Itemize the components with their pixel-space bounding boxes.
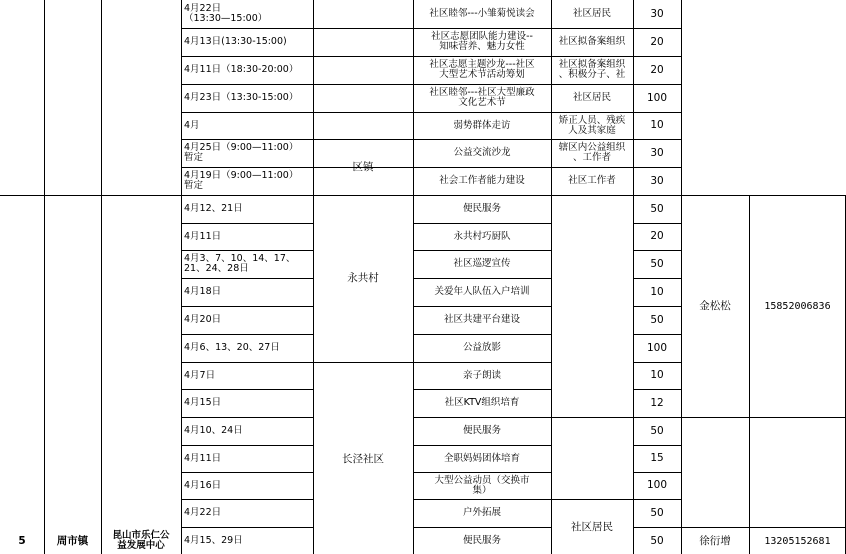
row-date: 4月12、21日 (184, 203, 243, 214)
row-activity: 社会工作者能力建设 (439, 175, 525, 186)
row-date: 4月7日 (184, 369, 216, 381)
row-count: 50 (650, 202, 664, 215)
contact-phone-1: 15852006836 (764, 300, 831, 312)
row-date: 4月10、24日 (184, 425, 243, 436)
row-target: 辖区内公益组织 、工作者 (558, 142, 626, 163)
row-date: 4月16日 (184, 479, 222, 491)
row-count: 50 (650, 313, 664, 326)
row-count: 100 (646, 91, 668, 104)
row-activity: 社区巡逻宣传 (453, 258, 511, 269)
row-date: 4月11日 (184, 452, 222, 464)
row-count: 100 (646, 341, 668, 354)
row-activity: 亲子朗读 (462, 369, 501, 381)
row-date: 4月25日（9:00—11:00） 暂定 (184, 142, 299, 163)
row-count: 30 (650, 174, 664, 187)
row-target: 矫正人员、残疾 人及其家庭 (558, 114, 626, 136)
place-changjing: 长泾社区 (342, 452, 384, 465)
row-count: 30 (650, 7, 664, 20)
row-count: 15 (650, 452, 664, 464)
row-target: 社区居民 (572, 8, 611, 19)
row-activity: 社区睦邻---小雏菊悦读会 (429, 8, 535, 19)
row-activity: 公益交流沙龙 (453, 147, 511, 158)
row-activity: 社区睦邻---社区大型廉政 文化艺术节 (429, 87, 535, 108)
row-count: 20 (650, 63, 664, 76)
grid-line (681, 417, 846, 418)
row-activity: 弱势群体走访 (453, 119, 511, 131)
place-qu-zhen: 区镇 (352, 160, 374, 173)
row-activity: 便民服务 (462, 425, 501, 436)
row-count: 20 (650, 35, 664, 48)
row-count: 10 (650, 369, 664, 381)
row-activity: 社区志愿主题沙龙---社区 大型艺术节活动筹划 (429, 59, 535, 80)
row-date: 4月19日（9:00—11:00） 暂定 (184, 170, 299, 191)
row-activity: 全职妈妈团体培育 (443, 452, 520, 464)
town-name: 周市镇 (56, 534, 89, 547)
row-count: 10 (650, 119, 664, 131)
row-activity: 便民服务 (462, 535, 501, 546)
contact-name-2: 徐衍增 (699, 534, 731, 547)
row-date: 4月11日 (184, 230, 222, 242)
row-activity: 社区共建平台建设 (443, 314, 520, 325)
row-date: 4月23日（13:30-15:00） (184, 92, 299, 103)
row-date: 4月6、13、20、27日 (184, 342, 280, 353)
row-date: 4月 (184, 119, 200, 131)
row-activity: 大型公益动员（交换市 集） (434, 474, 530, 496)
contact-name-1: 金松松 (699, 299, 731, 312)
grid-line (101, 0, 102, 554)
row-activity: 永共村巧厨队 (453, 230, 511, 242)
place-yonggong: 永共村 (347, 272, 379, 284)
row-date: 4月22日 (184, 507, 222, 518)
row-date: 4月22日 （13:30—15:00） (184, 3, 268, 24)
row-count: 12 (650, 396, 664, 409)
row-date: 4月3、7、10、14、17、 21、24、28日 (184, 253, 296, 274)
row-count: 100 (646, 479, 668, 491)
row-count: 50 (650, 506, 664, 519)
row-activity: 社区KTV组织培育 (444, 397, 520, 408)
row-count: 30 (650, 146, 664, 159)
row-activity: 便民服务 (462, 203, 501, 214)
row-activity: 公益放影 (462, 342, 501, 353)
row-activity: 户外拓展 (462, 507, 501, 518)
row-count: 20 (650, 230, 664, 242)
row-date: 4月11日（18:30-20:00） (184, 64, 299, 75)
target-lower: 社区居民 (571, 520, 613, 533)
row-target: 社区拟备案组织 (558, 36, 626, 47)
org-name: 昆山市乐仁公 益发展中心 (112, 530, 170, 551)
row-activity: 关爱年人队伍入户培训 (434, 286, 530, 297)
row-count: 50 (650, 534, 664, 547)
row-target: 社区居民 (572, 92, 611, 103)
contact-phone-2: 13205152681 (764, 535, 831, 547)
row-date: 4月18日 (184, 286, 222, 297)
grid-line (44, 0, 45, 554)
row-activity: 社区志愿团队能力建设-- 知味营养、魅力女性 (431, 31, 533, 52)
row-target: 社区拟备案组织 、积极分子、社 (558, 59, 626, 80)
row-count: 10 (650, 285, 664, 298)
row-target: 社区工作者 (568, 175, 616, 186)
row-count: 50 (650, 424, 664, 437)
row-date: 4月20日 (184, 314, 222, 325)
row-date: 4月15、29日 (184, 535, 243, 546)
row-date: 4月13日(13:30-15:00) (184, 36, 287, 47)
row-count: 50 (650, 257, 664, 270)
row-date: 4月15日 (184, 397, 222, 408)
seq-number: 5 (18, 534, 26, 547)
